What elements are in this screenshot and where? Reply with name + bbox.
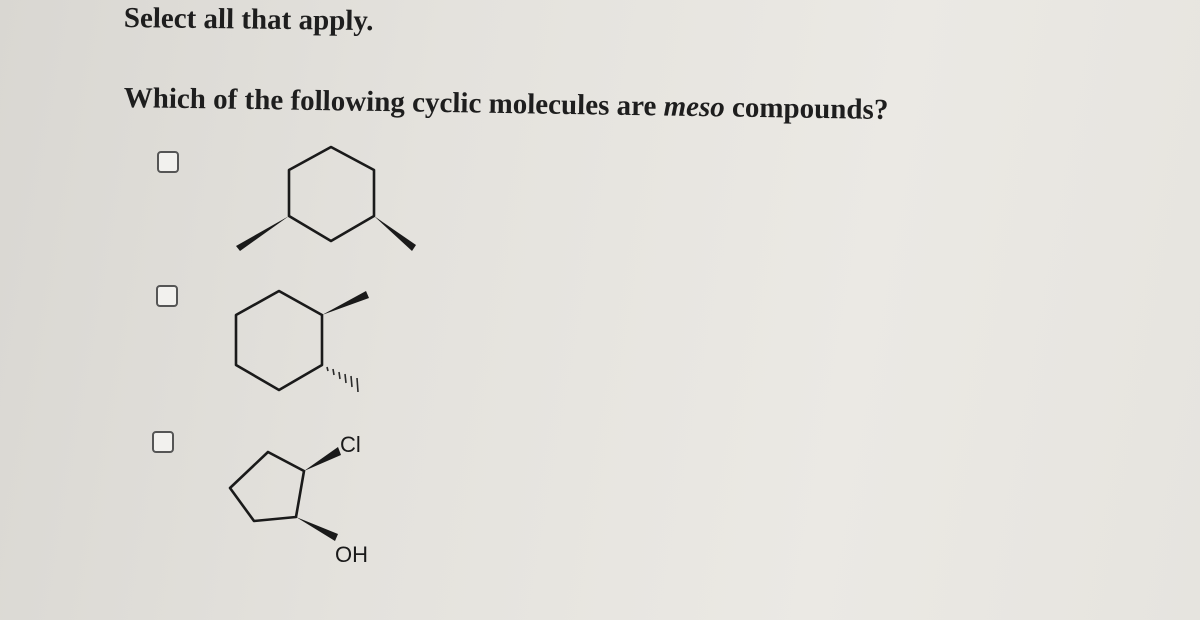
molecule-3-cl-wedge [304, 447, 341, 471]
question-emphasis: meso [663, 90, 726, 124]
molecule-3[interactable] [230, 432, 368, 567]
instruction-text: Select all that apply. [123, 2, 374, 38]
question-after: compounds? [724, 91, 889, 127]
hydroxyl-label: OH [335, 542, 368, 567]
molecule-3-oh-wedge [296, 517, 338, 541]
molecule-1-ring [289, 147, 374, 241]
molecule-2-ring [236, 291, 322, 390]
molecule-2-wedge [322, 291, 369, 315]
molecule-1-left-wedge [236, 216, 289, 251]
molecule-2[interactable] [236, 291, 369, 392]
molecule-3-ring [230, 452, 304, 521]
molecule-2-hash [327, 367, 358, 392]
molecule-1-right-wedge [374, 216, 416, 251]
molecule-1[interactable] [236, 147, 416, 251]
question-before: Which of the following cyclic molecules are [123, 82, 664, 123]
chlorine-label: Cl [340, 432, 361, 457]
